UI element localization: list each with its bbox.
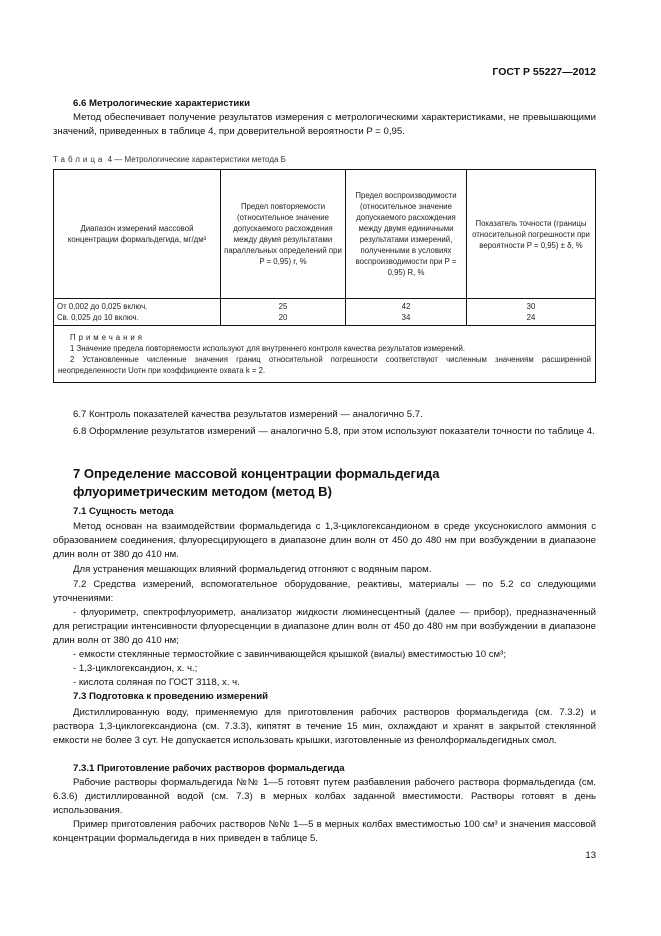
cell: 24	[526, 313, 536, 322]
section-7-3-1-p1: Рабочие растворы формальдегида №№ 1—5 готовят путем разбавления рабочего раствора формальдегида (см. 6.3.6) дистиллированной водой (см. 7.3) в мерных колбах заданной вместимости. Растворы готовят в день использования.	[53, 777, 596, 816]
para-6-8: 6.8 Оформление результатов измерений — аналогично 5.8, при этом используют показатели точности по таблице 4.	[73, 426, 595, 437]
delta-cell	[467, 299, 596, 326]
r-cell	[221, 299, 346, 326]
document-header: ГОСТ Р 55227—2012	[492, 66, 596, 78]
list-item: - 1,3-циклогександион, х. ч.;	[73, 663, 198, 674]
table-row	[54, 299, 596, 326]
cell: От 0,002 до 0,025 включ.	[57, 302, 148, 311]
section-7-1-p2: Для устранения мешающих влияний формальдегид отгоняют с водяным паром.	[73, 564, 432, 575]
table-caption	[53, 153, 286, 167]
section-7-3-1-p2: Пример приготовления рабочих растворов №№ 1—5 в мерных колбах вместимостью 100 см³ и значения массовой концентрации формальдегида в них приведен в таблице 5.	[53, 819, 596, 844]
section-7-3-title: 7.3 Подготовка к проведению измерений	[73, 691, 269, 702]
note: 1 Значение предела повторяемости используют для внутреннего контроля качества результатов измерений.	[70, 344, 466, 353]
notes-row	[54, 326, 596, 383]
cell: 42	[401, 302, 411, 311]
range-cell	[54, 299, 221, 326]
R-cell	[346, 299, 467, 326]
section-7-1-p1: Метод основан на взаимодействии формальдегида с 1,3-циклогександионом в среде уксуснокислого аммония с образованием соединения, флуоресцирующего в диапазоне длин волн от 450 до 480 нм при возбуждении в диапазоне длин волн от 380 до 410 нм.	[53, 521, 596, 560]
header-cell: Предел повторяемости (относительное значение допускаемого расхождения между двумя результатами параллельных определений при P = 0,95) r, %	[221, 170, 346, 299]
table-4	[53, 169, 596, 383]
para-6-7: 6.7 Контроль показателей качества результатов измерений — аналогично 5.7.	[73, 409, 423, 420]
cell: 34	[401, 313, 411, 322]
list-item: - кислота соляная по ГОСТ 3118, х. ч.	[73, 677, 240, 688]
table-header-row	[54, 170, 596, 299]
header-cell: Показатель точности (границы относительной погрешности при вероятности P = 0,95) ± δ, %	[467, 170, 596, 299]
section-7-1-title: 7.1 Сущность метода	[73, 506, 174, 517]
note: 2 Установленные численные значения границ относительной погрешности соответствуют численным значениям расширенной неопределенности Uотн при коэффициенте охвата k = 2.	[58, 355, 591, 375]
section-6-6-text: Метод обеспечивает получение результатов измерения с метрологическими характеристиками, не превышающими значений, приведенных в таблице 4, при доверительной вероятности P = 0,95.	[53, 112, 596, 137]
section-7-3-1-title: 7.3.1 Приготовление рабочих растворов формальдегида	[73, 763, 345, 774]
header-cell: Предел воспроизводимости (относительное значение допускаемого расхождения между двумя единичными результатами измерений, полученными в условиях воспроизводимости при P = 0,95) R, %	[346, 170, 467, 299]
page-number: 13	[585, 850, 596, 861]
cell: 20	[278, 313, 288, 322]
list-item: - емкости стеклянные термостойкие с завинчивающейся крышкой (виалы) вместимостью 10 см³;	[73, 649, 507, 660]
notes-title: Примечания	[70, 333, 146, 342]
section-7-2-p: 7.2 Средства измерений, вспомогательное оборудование, реактивы, материалы — по 5.2 со следующими уточнениями:	[53, 579, 596, 604]
notes-cell	[54, 326, 596, 383]
cell: 25	[278, 302, 288, 311]
section-7-title: 7 Определение массовой концентрации формальдегида флуориметрическим методом (метод В)	[73, 466, 440, 499]
header-cell: Диапазон измерений массовой концентрации формальдегида, мг/дм³	[54, 170, 221, 299]
section-6-6-title: 6.6 Метрологические характеристики	[73, 98, 251, 109]
cell: Св. 0,025 до 10 включ.	[57, 313, 139, 322]
caption-prefix: Таблица	[53, 155, 106, 164]
section-7-3-p: Дистиллированную воду, применяемую для приготовления рабочих растворов формальдегида (см. 7.3.2) и раствора 1,3-циклогександиона (см. 7.3.3), кипятят в течение 15 мин, охлаждают и хранят в закрытой стеклянной емкости не более 3 сут. Не допускается использовать крышки, изготовленные из фенолформальдегидных смол.	[53, 707, 596, 746]
cell: 30	[526, 302, 536, 311]
caption-text: 4 — Метрологические характеристики метода Б	[107, 155, 286, 164]
list-item: - флуориметр, спектрофлуориметр, анализатор жидкости люминесцентный (далее — прибор), предназначенный для регистрации интенсивности флуоресценции в диапазоне длин волн от 450 до 480 нм при возбуждении в диапазоне длин волн от 380 до 410 нм;	[53, 607, 596, 646]
